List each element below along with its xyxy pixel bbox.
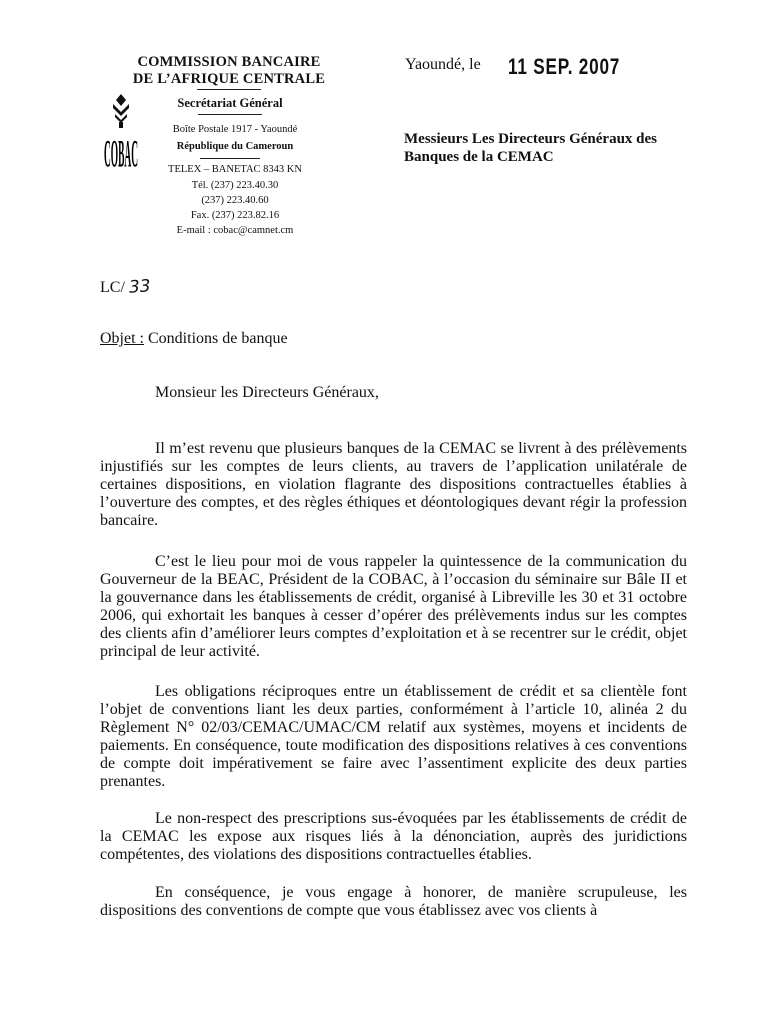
telex-number: TELEX – BANETAC 8343 KN	[168, 164, 302, 175]
body-paragraph-5: En conséquence, je vous engage à honorer, de manière scrupuleuse, les dispositions des conventions de compte que vous établissez avec vos clients à	[100, 884, 687, 919]
subject-line	[100, 330, 288, 348]
email-address: E-mail : cobac@camnet.cm	[176, 225, 294, 236]
telephone-2: (237) 223.40.60	[201, 195, 269, 206]
postal-address: Boîte Postale 1917 - Yaoundé	[172, 124, 298, 135]
cobac-logo	[104, 92, 138, 180]
organization-name-line2: DE L’AFRIQUE CENTRALE	[132, 71, 326, 87]
letterhead-divider	[197, 89, 261, 90]
secretariat-title: Secrétariat Général	[177, 96, 283, 110]
country-divider	[200, 158, 260, 159]
body-paragraph-1: Il m’est revenu que plusieurs banques de la CEMAC se livrent à des prélèvements injustifiés sur les comptes de leurs clients, au travers de l’application unilatérale de certaines dispositions, en violation flagrante des dispositions contractuelles établies à l’ouverture des comptes, et des règles éthiques et déontologiques devant régir la profession bancaire.	[100, 440, 687, 529]
body-paragraph-3: Les obligations réciproques entre un établissement de crédit et sa clientèle font l’objet de conventions liant les deux parties, conformément à l’article 10, alinéa 2 du Règlement N° 02/03/CEMAC/UMAC/CM relatif aux systèmes, moyens et incidents de paiements. En conséquence, toute modification des dispositions relatives à ces conventions de compte doit impérativement se faire avec l’assentiment explicite des deux parties prenantes.	[100, 683, 687, 790]
date-place: Yaoundé, le	[405, 56, 481, 73]
fax-number: Fax. (237) 223.82.16	[190, 210, 280, 221]
secretariat-divider	[198, 114, 262, 115]
reference-number: 33	[128, 276, 152, 298]
svg-text:COBAC: COBAC	[104, 131, 138, 176]
salutation: Monsieur les Directeurs Généraux,	[155, 384, 379, 401]
logo-letters-graphic	[104, 130, 138, 180]
telephone-1: Tél. (237) 223.40.30	[191, 180, 279, 191]
reference-prefix: LC/	[100, 279, 125, 296]
subject-text: Conditions de banque	[148, 330, 288, 347]
country-name: République du Cameroun	[176, 141, 294, 152]
organization-name-line1: COMMISSION BANCAIRE	[137, 54, 321, 70]
recipient: Messieurs Les Directeurs Généraux des Banques de la CEMAC	[404, 131, 658, 165]
body-paragraph-4: Le non-respect des prescriptions sus-évoquées par les établissements de crédit de la CEMAC les expose aux risques liés à la dénonciation, auprès des juridictions compétentes, des violations des dispositions contractuelles établies.	[100, 810, 687, 863]
reference	[100, 277, 151, 297]
body-paragraph-2: C’est le lieu pour moi de vous rappeler la quintessence de la communication du Gouverneur de la BEAC, Président de la COBAC, à l’occasion du séminaire sur Bâle II et la gouvernance dans les établissements de crédit, organisé à Libreville les 30 et 31 octobre 2006, qui exhortait les banques à cesser d’opérer des prélèvements indus sur les comptes des clients afin d’améliorer leurs comptes d’exploitation et à se recentrer sur le crédit, objet principal de leur activité.	[100, 553, 687, 660]
subject-label: Objet :	[100, 330, 144, 347]
date-stamp: 11 SEP. 2007	[508, 54, 621, 79]
